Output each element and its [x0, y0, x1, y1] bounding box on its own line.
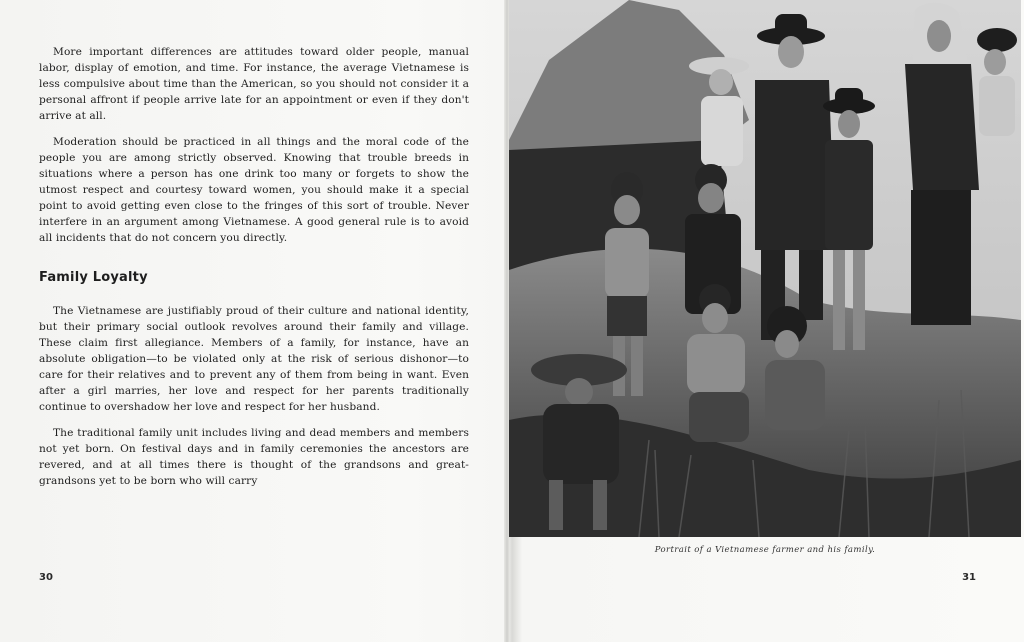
page-number-right: 31 [962, 572, 976, 583]
paragraph: The traditional family unit includes living and dead members and members not yet born. On festival days and in family ceremonies the ancestors are revered, and at all times there is thought of the grandsons and great-grandsons yet to be born who will carry [39, 427, 469, 487]
paragraph: More important differences are attitudes toward older people, manual labor, display of emotion, and time. For instance, the average Vietnamese is less compulsive about time than the American, so you should not consider it a personal affront if people arrive late for an appointment or even if they don't arrive at all. [39, 46, 469, 122]
page-number-left: 30 [39, 572, 53, 583]
left-page [0, 0, 505, 642]
paragraph: The Vietnamese are justifiably proud of their culture and national identity, but their primary social outlook revolves around their family and village. These claim first allegiance. Members of a family, for instance, have an absolute obligation—to be violated only at the risk of serious dishonor—to care for their relatives and to prevent any of them from being in want. Even after a girl marries, her love and respect for her parents traditionally continue to overshadow her love and respect for her husband. [39, 305, 469, 413]
photo-caption: Portrait of a Vietnamese farmer and his family. [654, 545, 876, 555]
family-photograph [509, 0, 1021, 537]
paragraph: Moderation should be practiced in all things and the moral code of the people you are among strictly observed. Knowing that trouble breeds in situations where a person has one drink too many or forgets to show the utmost respect and courtesy toward women, you should make it a special point to avoid getting even close to the fringes of this sort of trouble. Never interfere in an argument among Vietnamese. A good general rule is to avoid all incidents that do not concern you directly. [39, 136, 469, 244]
boy-figure [605, 228, 649, 298]
farmer-figure [755, 80, 835, 250]
section-heading: Family Loyalty [39, 270, 148, 285]
photo-image [509, 0, 1021, 537]
right-page [509, 0, 1024, 642]
body-text [39, 44, 469, 499]
